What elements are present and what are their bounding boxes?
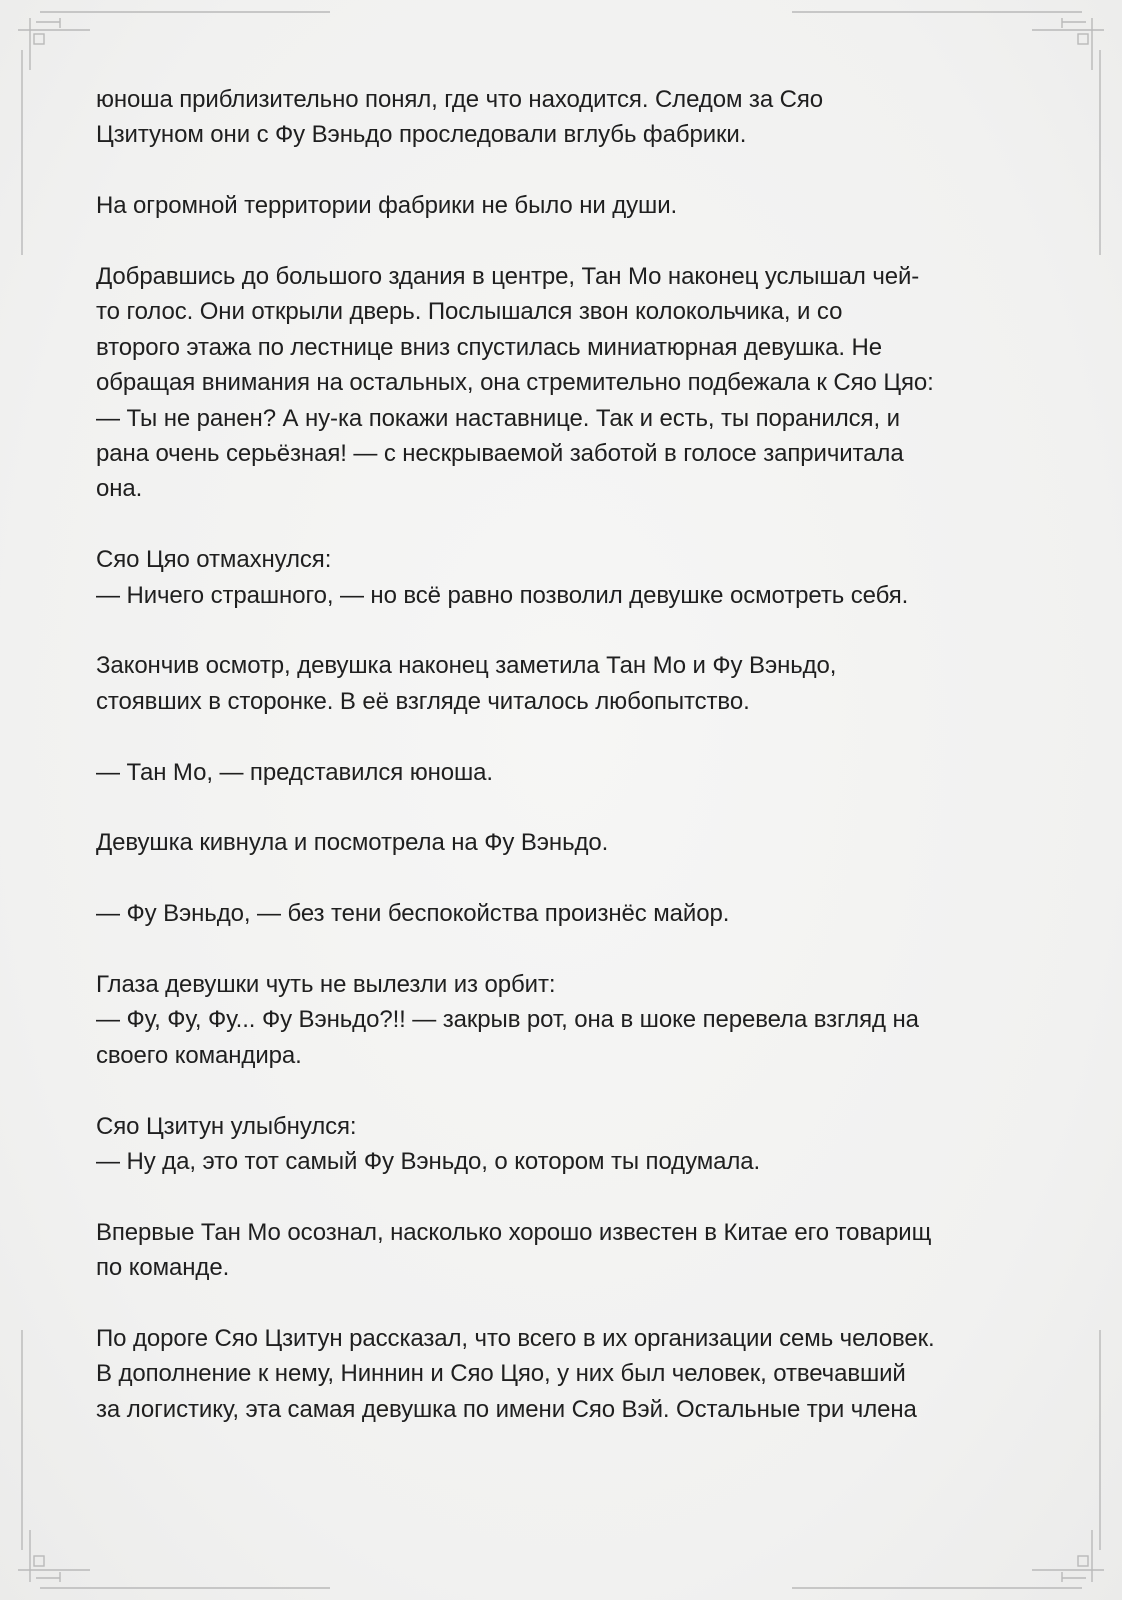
text-line: своего командира. [96, 1041, 302, 1069]
text-line: Сяо Цзитун улыбнулся: [96, 1112, 357, 1140]
paragraph [96, 259, 1036, 507]
text-line: На огромной территории фабрики не было ни души. [96, 192, 678, 220]
text-line: по команде. [96, 1254, 230, 1282]
body-text [96, 82, 1036, 1463]
text-line: она. [96, 475, 143, 503]
text-line: Глаза девушки чуть не вылезли из орбит: [96, 971, 556, 999]
text-line: — Ну да, это тот самый Фу Вэньдо, о котором ты подумала. [96, 1148, 761, 1176]
text-line: Добравшись до большого здания в центре, Тан Мо наконец услышал чей- [96, 263, 920, 290]
paragraph [96, 825, 1036, 860]
text-line: — Ты не ранен? А ну-ка покажи наставнице. Так и есть, ты поранился, и [96, 404, 900, 432]
paragraph [96, 755, 1036, 790]
paragraph [96, 82, 1036, 153]
text-line: юноша приблизительно понял, где что находится. Следом за Сяо [96, 86, 824, 113]
text-line: Закончив осмотр, девушка наконец заметила Тан Мо и Фу Вэньдо, [96, 652, 837, 680]
paragraph [96, 967, 1036, 1073]
paragraph [96, 1215, 1036, 1286]
text-line: — Ничего страшного, — но всё равно позволил девушке осмотреть себя. [96, 581, 909, 609]
text-line: то голос. Они открыли дверь. Послышался звон колокольчика, и со [96, 298, 843, 326]
text-line: — Фу Вэньдо, — без тени беспокойства произнёс майор. [96, 900, 730, 928]
text-line: Цзитуном они с Фу Вэньдо проследовали вглубь фабрики. [96, 121, 747, 149]
text-line: В дополнение к нему, Ниннин и Сяо Цяо, у них был человек, отвечавший [96, 1360, 906, 1388]
text-line: Девушка кивнула и посмотрела на Фу Вэньдо. [96, 829, 609, 857]
text-line: второго этажа по лестнице вниз спустилась миниатюрная девушка. Не [96, 333, 883, 361]
paragraph [96, 1109, 1036, 1180]
text-line: обращая внимания на остальных, она стремительно подбежала к Сяо Цяо: [96, 369, 934, 397]
paragraph [96, 542, 1036, 613]
text-line: Сяо Цяо отмахнулся: [96, 546, 332, 574]
text-line: — Фу, Фу, Фу... Фу Вэньдо?!! — закрыв рот, она в шоке перевела взгляд на [96, 1006, 919, 1034]
paragraph [96, 1321, 1036, 1427]
paragraph [96, 648, 1036, 719]
text-line: за логистику, эта самая девушка по имени Сяо Вэй. Остальные три члена [96, 1395, 917, 1423]
text-line: стоявших в сторонке. В её взгляде читалось любопытство. [96, 687, 750, 715]
text-line: Впервые Тан Мо осознал, насколько хорошо известен в Китае его товарищ [96, 1218, 932, 1246]
text-line: — Тан Мо, — представился юноша. [96, 758, 493, 786]
paragraph [96, 188, 1036, 223]
text-line: По дороге Сяо Цзитун рассказал, что всего в их организации семь человек. [96, 1325, 935, 1353]
paragraph [96, 896, 1036, 931]
text-line: рана очень серьёзная! — с нескрываемой заботой в голосе запричитала [96, 440, 904, 468]
